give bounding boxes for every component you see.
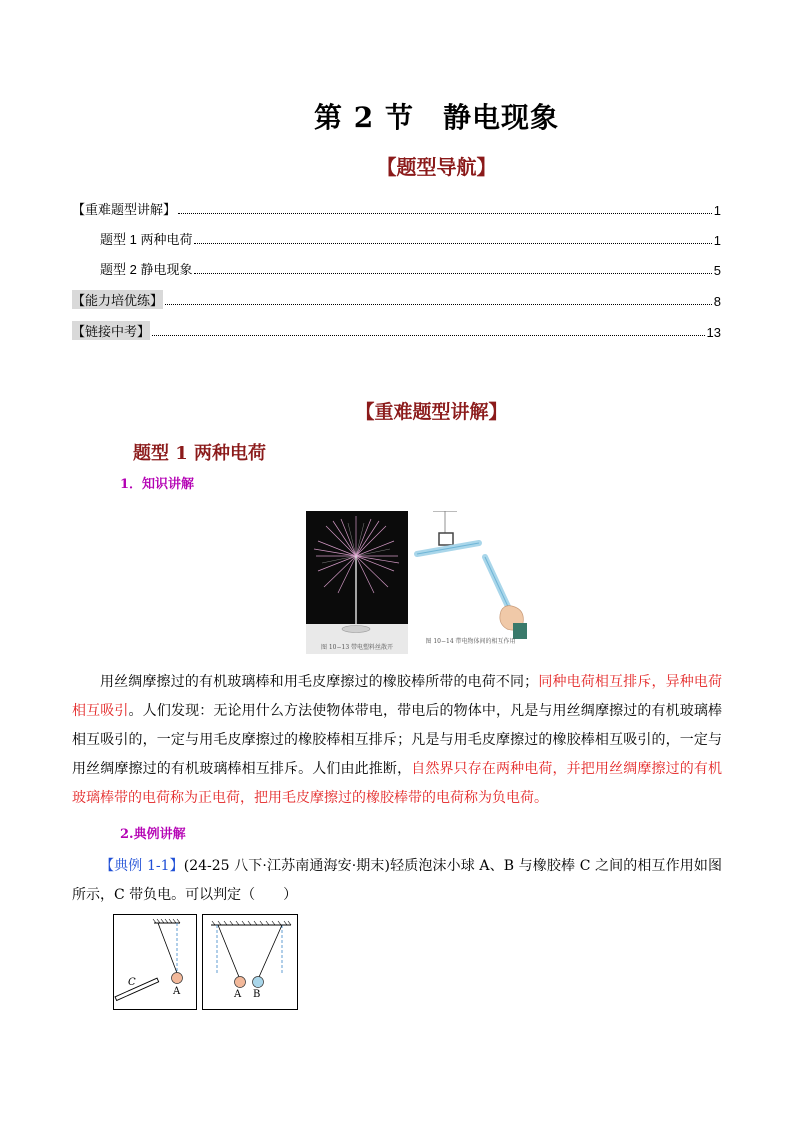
toc-label: 【链接中考】 — [72, 321, 150, 340]
toc-leader — [165, 303, 712, 305]
label-c: C — [128, 977, 136, 988]
toc-label: 【能力培优练】 — [72, 290, 163, 309]
toc-page: 1 — [713, 203, 721, 218]
section-heading: 【重难题型讲解】 — [355, 401, 508, 423]
figure-caption-right: 图 10−14 带电物体间的相互作用 — [425, 638, 516, 645]
label-b: B — [253, 989, 261, 1000]
page-title: 第 2 节 静电现象 — [314, 101, 559, 134]
knowledge-paragraph — [72, 668, 722, 813]
figure-rod-interaction — [413, 511, 528, 654]
toc-label: 题型 2 静电现象 — [100, 262, 193, 277]
nav-heading: 【题型导航】 — [376, 155, 497, 179]
paragraph-highlight: 同种电荷相互排斥，异种电荷相互吸引 — [72, 674, 723, 719]
paragraph-text: 用丝绸摩擦过的有机玻璃棒和用毛皮摩擦过的橡胶棒所带的电荷不同； — [100, 674, 539, 690]
example-question — [72, 852, 722, 910]
knowledge-heading: 1．知识讲解 — [120, 477, 195, 492]
toc-leader — [152, 334, 705, 336]
toc-leader — [178, 212, 712, 214]
figure-plastic-filaments — [306, 511, 408, 654]
example-heading: 2.典例讲解 — [120, 827, 186, 842]
filament-burst-image — [306, 511, 408, 654]
toc-page: 8 — [713, 294, 721, 309]
diagram-a-and-b-drawing — [203, 915, 297, 1009]
label-a: A — [173, 986, 181, 997]
example-tag: 【典例 1-1】 — [100, 858, 184, 874]
paragraph-highlight: 自然界只存在两种电荷，并把用丝绸摩擦过的有机玻璃棒带的电荷称为正电荷，把用毛皮摩擦过的橡胶棒带的电荷称为负电荷。 — [72, 761, 723, 806]
type-heading: 题型 1 两种电荷 — [133, 443, 267, 464]
example-text: (24-25 八下·江苏南通海安·期末)轻质泡沫小球 A、B 与橡胶棒 C 之间的相互作用如图所示，C 带负电。可以判定（ ） — [72, 858, 723, 903]
toc-label: 题型 1 两种电荷 — [100, 232, 193, 247]
toc-entry-type-2[interactable] — [100, 258, 721, 278]
rod-interaction-image — [413, 511, 528, 641]
toc-page: 13 — [706, 325, 721, 340]
paragraph-text: 。人们发现：无论用什么方法使物体带电，带电后的物体中，凡是与用丝绸摩擦过的有机玻璃棒相互吸引的，一定与用毛皮摩擦过的橡胶棒相互排斥；凡是与用毛皮摩擦过的橡胶棒相互吸引的，一定与用丝绸摩擦过的有机玻璃棒相互排斥。人们由此推断， — [72, 703, 723, 777]
diagram-a-and-rod-drawing — [114, 915, 196, 1009]
label-a2: A — [234, 989, 242, 1000]
toc-leader — [194, 272, 711, 274]
toc-entry-key-types[interactable] — [72, 198, 721, 218]
toc-entry-ability[interactable] — [72, 289, 721, 309]
toc-entry-exam[interactable] — [72, 320, 721, 340]
diagram-a-and-rod — [113, 914, 197, 1010]
toc-entry-type-1[interactable] — [100, 228, 721, 248]
toc-page: 5 — [713, 263, 721, 278]
diagram-a-and-b — [202, 914, 298, 1010]
toc-label: 【重难题型讲解】 — [72, 202, 177, 217]
figure-caption-left: 图 10−13 带电塑料丝散开 — [320, 644, 394, 651]
toc-page: 1 — [713, 233, 721, 248]
toc-leader — [194, 242, 711, 244]
